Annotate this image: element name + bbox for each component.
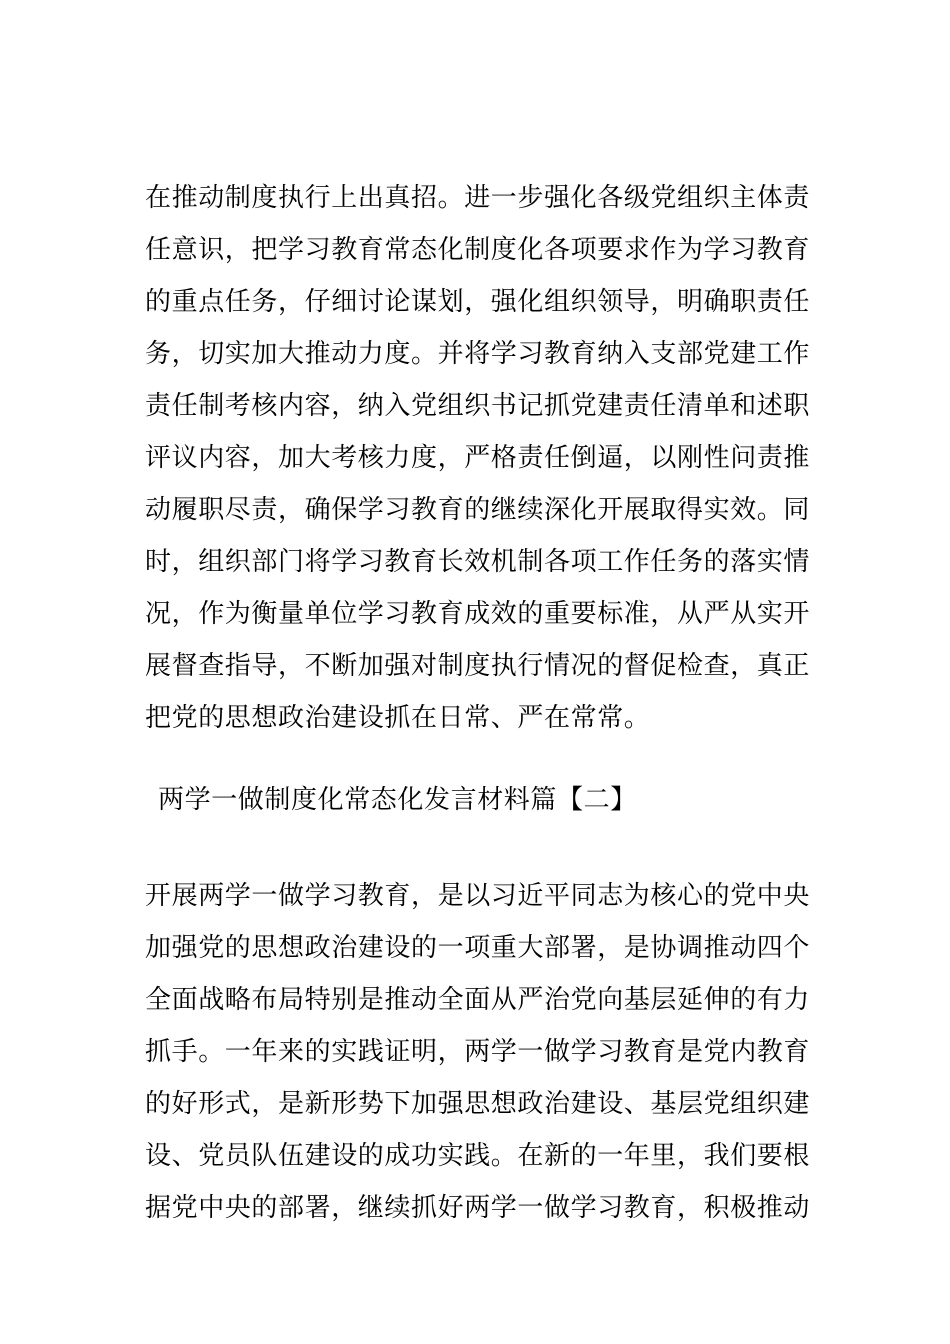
paragraph-line: 开展两学一做学习教育，是以习近平同志为核心的党中央 <box>145 881 811 911</box>
paragraph-line: 设、党员队伍建设的成功实践。在新的一年里，我们要根 <box>145 1141 811 1171</box>
paragraph-line: 全面战略布局特别是推动全面从严治党向基层延伸的有力 <box>145 985 811 1015</box>
paragraph-line: 抓手。一年来的实践证明，两学一做学习教育是党内教育 <box>145 1037 811 1067</box>
paragraph-line: 责任制考核内容，纳入党组织书记抓党建责任清单和述职 <box>145 391 811 421</box>
paragraph-line: 时，组织部门将学习教育长效机制各项工作任务的落实情 <box>145 547 811 577</box>
paragraph-line: 加强党的思想政治建设的一项重大部署，是协调推动四个 <box>145 933 811 963</box>
paragraph-line: 任意识，把学习教育常态化制度化各项要求作为学习教育 <box>145 235 811 265</box>
paragraph-line: 动履职尽责，确保学习教育的继续深化开展取得实效。同 <box>145 495 811 525</box>
paragraph-line: 在推动制度执行上出真招。进一步强化各级党组织主体责 <box>145 183 811 213</box>
paragraph-line: 的重点任务，仔细讨论谋划，强化组织领导，明确职责任 <box>145 287 811 317</box>
section-heading: 两学一做制度化常态化发言材料篇【二】 <box>158 785 637 815</box>
paragraph-line: 况，作为衡量单位学习教育成效的重要标准，从严从实开 <box>145 599 811 629</box>
paragraph-line: 评议内容，加大考核力度，严格责任倒逼，以刚性问责推 <box>145 443 811 473</box>
paragraph-line: 把党的思想政治建设抓在日常、严在常常。 <box>145 703 651 733</box>
paragraph-line: 据党中央的部署，继续抓好两学一做学习教育，积极推动 <box>145 1193 811 1223</box>
paragraph-line: 务，切实加大推动力度。并将学习教育纳入支部党建工作 <box>145 339 811 369</box>
paragraph-line: 的好形式，是新形势下加强思想政治建设、基层党组织建 <box>145 1089 811 1119</box>
paragraph-line: 展督查指导，不断加强对制度执行情况的督促检查，真正 <box>145 651 811 681</box>
